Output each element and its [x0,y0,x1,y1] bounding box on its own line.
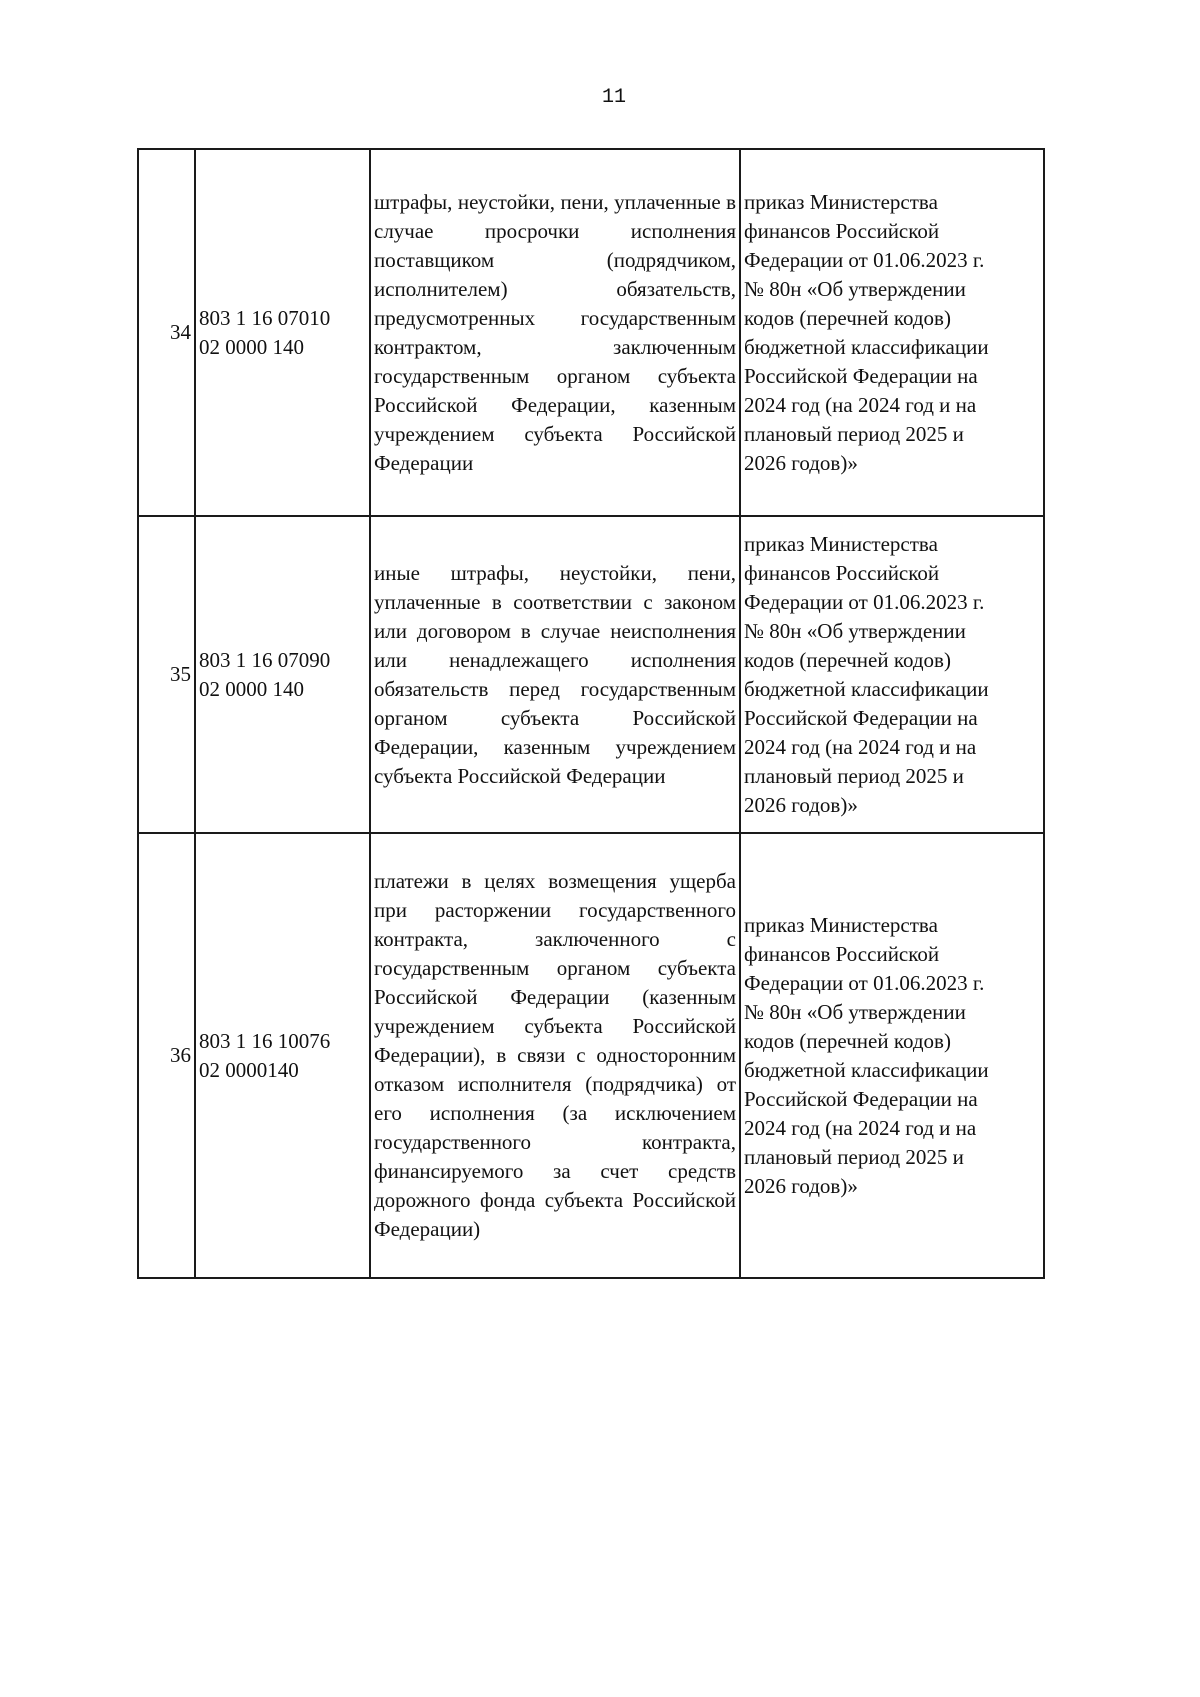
row-number: 34 [138,149,195,516]
row-number: 35 [138,516,195,833]
table-row [138,833,1044,1278]
table-row [138,149,1044,516]
budget-codes-table [137,148,1045,1279]
budget-code: 803 1 16 10076 02 0000140 [195,833,370,1278]
revenue-description: иные штрафы, неустойки, пени, уплаченные в соответствии с законом или договором в случае неисполнения или ненадлежащего исполнения обязательств перед государственным органом субъекта Российской Федерации, казенным учреждением субъекта Российской Федерации [370,516,740,833]
legal-reference: приказ Министерства финансов Российской Федерации от 01.06.2023 г. № 80н «Об утверждении кодов (перечней кодов) бюджетной классификации Российской Федерации на 2024 год (на 2024 год и на плановый период 2025 и 2026 годов)» [740,149,1044,516]
table-row [138,516,1044,833]
budget-code: 803 1 16 07090 02 0000 140 [195,516,370,833]
page-number: 11 [601,86,626,109]
legal-reference: приказ Министерства финансов Российской Федерации от 01.06.2023 г. № 80н «Об утверждении кодов (перечней кодов) бюджетной классификации Российской Федерации на 2024 год (на 2024 год и на плановый период 2025 и 2026 годов)» [740,516,1044,833]
revenue-description: штрафы, неустойки, пени, уплаченные в случае просрочки исполнения поставщиком (подрядчиком, исполнителем) обязательств, предусмотренных государственным контрактом, заключенным государственным органом субъекта Российской Федерации, казенным учреждением субъекта Российской Федерации [370,149,740,516]
row-number: 36 [138,833,195,1278]
budget-code: 803 1 16 07010 02 0000 140 [195,149,370,516]
revenue-description: платежи в целях возмещения ущерба при расторжении государственного контракта, заключенного с государственным органом субъекта Российской Федерации (казенным учреждением субъекта Российской Федерации), в связи с односторонним отказом исполнителя (подрядчика) от его исполнения (за исключением государственного контракта, финансируемого за счет средств дорожного фонда субъекта Российской Федерации) [370,833,740,1278]
legal-reference: приказ Министерства финансов Российской Федерации от 01.06.2023 г. № 80н «Об утверждении кодов (перечней кодов) бюджетной классификации Российской Федерации на 2024 год (на 2024 год и на плановый период 2025 и 2026 годов)» [740,833,1044,1278]
